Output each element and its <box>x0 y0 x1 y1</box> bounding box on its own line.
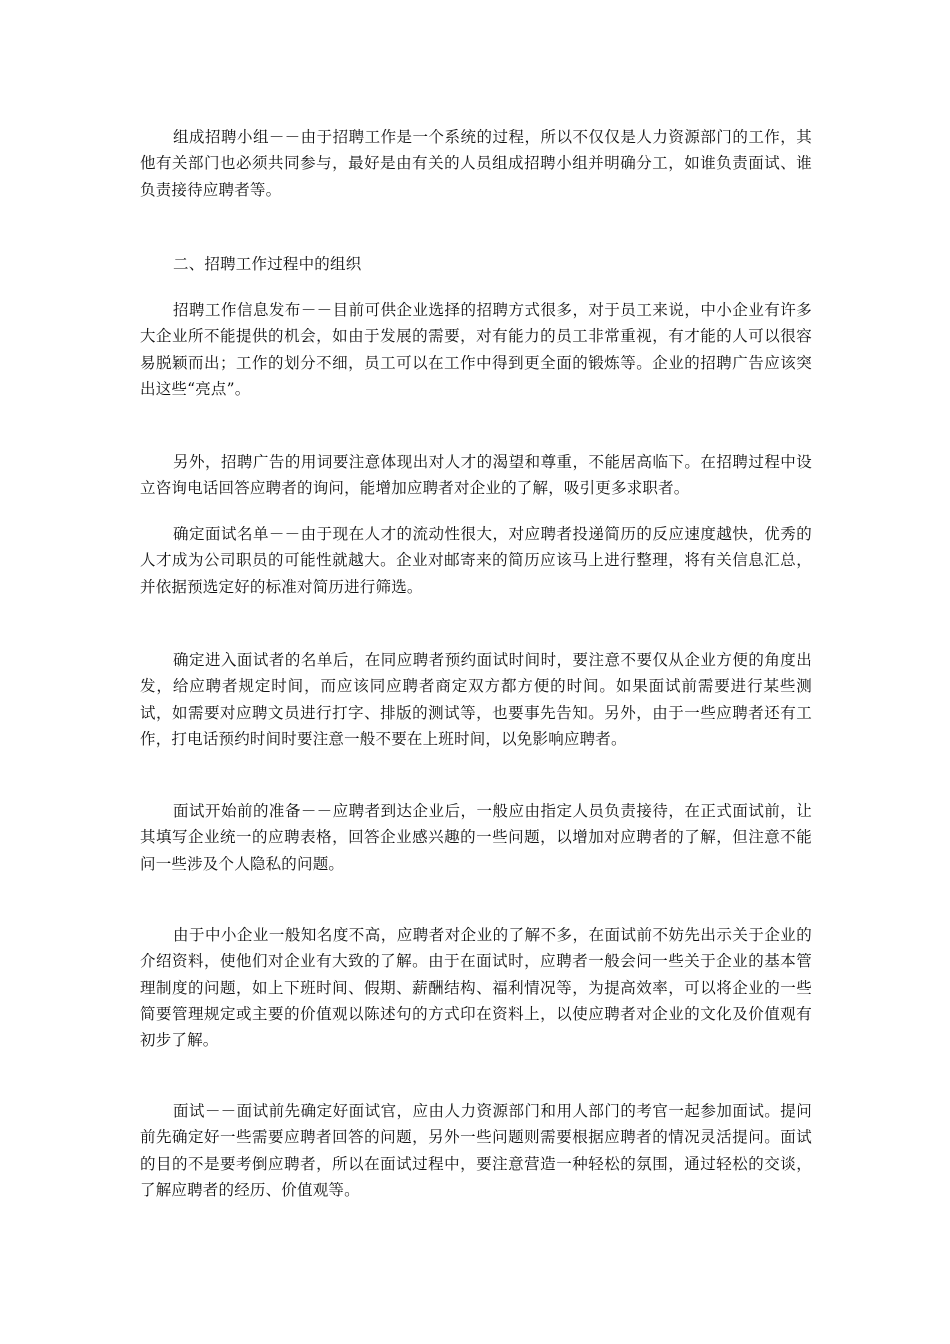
paragraph-interview: 面试－－面试前先确定好面试官，应由人力资源部门和用人部门的考官一起参加面试。提问前先确定好一些需要应聘者回答的问题，另外一些问题则需要根据应聘者的情况灵活提问。面试的目的不是要考倒应聘者，所以在面试过程中，要注意营造一种轻松的氛围，通过轻松的交谈，了解应聘者的经历、价值观等。 <box>140 1102 812 1199</box>
section-heading-recruitment-process: 二、招聘工作过程中的组织 <box>173 255 362 273</box>
paragraph-pre-interview-prep: 面试开始前的准备－－应聘者到达企业后，一般应由指定人员负责接待，在正式面试前，让其填写企业统一的应聘表格，回答企业感兴趣的一些问题，以增加对应聘者的了解，但注意不能问一些涉及个人隐私的问题。 <box>140 802 812 873</box>
paragraph-ad-wording: 另外，招聘广告的用词要注意体现出对人才的渴望和尊重，不能居高临下。在招聘过程中设立咨询电话回答应聘者的询问，能增加应聘者对企业的了解，吸引更多求职者。 <box>140 453 812 498</box>
paragraph-job-posting: 招聘工作信息发布－－目前可供企业选择的招聘方式很多，对于员工来说，中小企业有许多大企业所不能提供的机会，如由于发展的需要，对有能力的员工非常重视，有才能的人可以很容易脱颖而出；工作的划分不细，员工可以在工作中得到更全面的锻炼等。企业的招聘广告应该突出这些“亮点”。 <box>140 301 812 398</box>
paragraph-interview-list: 确定面试名单－－由于现在人才的流动性很大，对应聘者投递简历的反应速度越快，优秀的人才成为公司职员的可能性就越大。企业对邮寄来的简历应该马上进行整理，将有关信息汇总，并依据预选定好的标准对简历进行筛选。 <box>140 525 812 596</box>
paragraph-interview-scheduling: 确定进入面试者的名单后，在同应聘者预约面试时间时，要注意不要仅从企业方便的角度出发，给应聘者规定时间，而应该同应聘者商定双方都方便的时间。如果面试前需要进行某些测试，如需要对应聘文员进行打字、排版的测试等，也要事先告知。另外，由于一些应聘者还有工作，打电话预约时间时要注意一般不要在上班时间，以免影响应聘者。 <box>140 651 812 748</box>
paragraph-company-intro: 由于中小企业一般知名度不高，应聘者对企业的了解不多，在面试前不妨先出示关于企业的介绍资料，使他们对企业有大致的了解。由于在面试时，应聘者一般会问一些关于企业的基本管理制度的问题，如上下班时间、假期、薪酬结构、福利情况等，为提高效率，可以将企业的一些简要管理规定或主要的价值观以陈述句的方式印在资料上，以使应聘者对企业的文化及价值观有初步了解。 <box>140 926 812 1050</box>
paragraph-recruitment-team: 组成招聘小组－－由于招聘工作是一个系统的过程，所以不仅仅是人力资源部门的工作，其他有关部门也必须共同参与，最好是由有关的人员组成招聘小组并明确分工，如谁负责面试、谁负责接待应聘者等。 <box>140 128 812 199</box>
